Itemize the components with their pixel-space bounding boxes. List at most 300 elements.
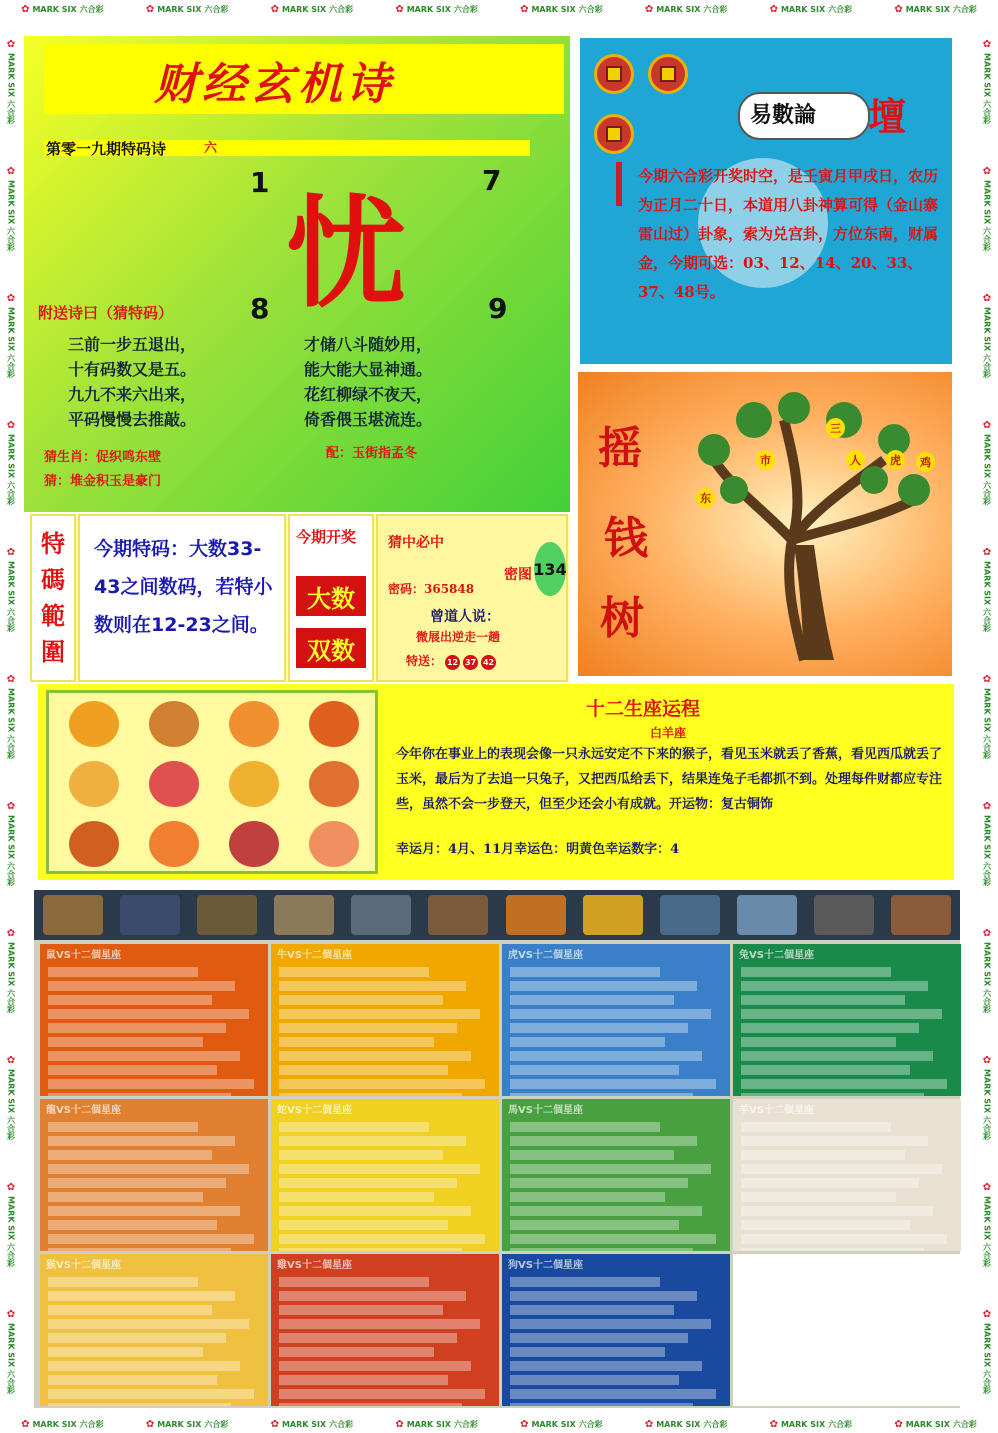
brand-text: MARK SIX: [6, 433, 16, 479]
tree-char: 钱: [604, 513, 648, 564]
border-brand: [982, 39, 993, 124]
number-ball: 37: [463, 655, 478, 670]
must-win-title: 猜中必中: [388, 535, 444, 551]
border-brand: [982, 674, 993, 759]
flower-icon: ✿: [270, 3, 279, 15]
cell-text-line: [741, 1277, 891, 1287]
cell-text-line: [741, 995, 905, 1005]
brand-chinese: 六合彩: [6, 1243, 16, 1268]
cell-text-line: [279, 1051, 471, 1061]
zodiac-sign-icon: [309, 701, 359, 747]
animal-icon: [120, 895, 180, 935]
brand-chinese: 六合彩: [982, 100, 992, 125]
cell-text-line: [48, 1178, 226, 1188]
cell-text-line: [279, 1305, 443, 1315]
tree-coins: [676, 380, 946, 670]
brand-text: MARK SIX: [6, 1195, 16, 1241]
cell-heading: 蛇VS十二個星座: [277, 1105, 352, 1116]
cell-text-line: [279, 995, 443, 1005]
border-brand: [982, 801, 993, 886]
coin-label: 虎: [886, 450, 905, 470]
brand-chinese: 六合彩: [982, 1370, 992, 1395]
cell-text-line: [510, 1403, 693, 1406]
border-brand: [894, 4, 977, 15]
border-brand: [982, 166, 993, 251]
cell-text-line: [279, 1192, 434, 1202]
border-brand: [146, 1419, 229, 1430]
cell-text-line: [48, 1389, 254, 1399]
zodiac-sign-icon: [149, 821, 199, 867]
range-label-char: 碼: [41, 565, 65, 594]
border-brand: [6, 928, 17, 1013]
cell-text-line: [510, 1065, 679, 1075]
cell-text-line: [48, 1009, 249, 1019]
range-label-char: 特: [41, 529, 65, 558]
draw-label: 今期开奖: [296, 528, 357, 546]
poem-line: 能大能大显神通。: [304, 360, 433, 379]
cell-text-line: [510, 995, 674, 1005]
brand-text: MARK SIX: [406, 1419, 451, 1429]
border-brand: [982, 1309, 993, 1394]
cell-text-line: [279, 1220, 448, 1230]
zodiac-sign-icon: [309, 761, 359, 807]
brand-text: MARK SIX: [281, 4, 327, 14]
brand-chinese: 六合彩: [982, 481, 992, 506]
special-range-panel: [30, 514, 570, 682]
cell-text-line: [48, 1319, 249, 1329]
brand-text: MARK SIX: [982, 433, 992, 479]
flower-icon: ✿: [981, 1181, 993, 1193]
cell-text-line: [510, 1037, 665, 1047]
range-label-char: 範: [41, 601, 65, 630]
border-brand: [770, 4, 853, 15]
border-brand: [6, 801, 17, 886]
cell-text-line: [741, 981, 928, 991]
brand-text: MARK SIX: [6, 560, 16, 606]
brand-text: MARK SIX: [982, 52, 992, 98]
brand-chinese: 六合彩: [6, 481, 16, 506]
cell-text-line: [510, 1220, 679, 1230]
brand-chinese: 六合彩: [982, 735, 992, 760]
cell-text-line: [510, 1305, 674, 1315]
flower-icon: ✿: [981, 673, 993, 685]
range-label-char: 圍: [41, 637, 65, 666]
brand-text: MARK SIX: [982, 814, 992, 860]
divination-text: 今期六合彩开奖时空，是壬寅月甲戌日，农历为正月二十日，本道用八卦神算可得（金山寨雷山过）卦象，索为兑宫卦，方位东南，财属金，今期可选：03、12、14、20、33、37、48号。: [638, 167, 939, 301]
zodiac-grid-cell: [502, 1254, 730, 1406]
poem-line: 花红柳绿不夜天，: [304, 385, 433, 404]
flower-icon: ✿: [520, 1418, 529, 1430]
border-brand: [271, 4, 354, 15]
cell-text-line: [48, 1375, 217, 1385]
flower-icon: ✿: [894, 3, 903, 15]
zodiac-sign-icon: [69, 821, 119, 867]
brand-chinese: 六合彩: [6, 227, 16, 252]
cell-heading: 鼠VS十二個星座: [46, 950, 121, 961]
animal-icon: [351, 895, 411, 935]
flower-icon: ✿: [5, 292, 17, 304]
zodiac-grid-cell: [502, 1099, 730, 1251]
border-brand: [982, 420, 993, 505]
issue-label: 第零一九期特码诗: [46, 140, 167, 158]
cell-text-line: [48, 1023, 226, 1033]
brand-text: MARK SIX: [982, 306, 992, 352]
cell-text-line: [48, 1277, 198, 1287]
cell-text-line: [279, 1277, 429, 1287]
flower-icon: ✿: [5, 1181, 17, 1193]
poem-line: 倚香偎玉堪流连。: [304, 410, 433, 429]
border-brand: [6, 547, 17, 632]
cell-text-line: [741, 1164, 942, 1174]
border-brand: [982, 1182, 993, 1267]
cell-text-line: [510, 1079, 716, 1089]
coin-label: 鸡: [916, 452, 935, 472]
cell-text-line: [48, 1122, 198, 1132]
zodiac-sign-icon: [69, 701, 119, 747]
cell-text-line: [279, 1319, 480, 1329]
flower-icon: ✿: [21, 1418, 30, 1430]
cell-text-line: [48, 967, 198, 977]
fortune-subtitle: 白羊座: [650, 726, 687, 740]
cell-text-line: [48, 1248, 231, 1251]
brand-text: MARK SIX: [905, 1419, 950, 1429]
range-main: [78, 514, 286, 682]
flower-icon: ✿: [5, 38, 17, 50]
brand-text: MARK SIX: [982, 560, 992, 606]
bottom-border: [0, 1415, 998, 1433]
cell-text-line: [741, 1093, 924, 1096]
brand-chinese: 六合彩: [952, 4, 977, 14]
border-brand: [982, 293, 993, 378]
border-brand: [982, 928, 993, 1013]
match-text: 配：玉街指孟冬: [326, 446, 418, 461]
zodiac-grid-cell: [502, 944, 730, 1096]
brand-chinese: 六合彩: [982, 862, 992, 887]
animal-icon: [506, 895, 566, 935]
cell-text-line: [741, 1037, 896, 1047]
brand-text: MARK SIX: [6, 814, 16, 860]
cell-heading: 雞VS十二個星座: [277, 1260, 352, 1271]
flower-icon: ✿: [894, 1418, 903, 1430]
animal-icon: [891, 895, 951, 935]
fortune-title: 十二生座运程: [586, 698, 701, 720]
mi-value: 134: [534, 542, 566, 596]
cell-text-line: [741, 1291, 928, 1301]
tan-character: 壇: [868, 94, 907, 139]
border-brand: [6, 293, 17, 378]
guess-zodiac: 猜生肖：促织鸣东壁: [44, 450, 162, 465]
flower-icon: ✿: [5, 165, 17, 177]
brand-text: MARK SIX: [6, 52, 16, 98]
cell-text-line: [741, 1234, 947, 1244]
cell-text-line: [510, 1277, 660, 1287]
cell-text-line: [48, 1291, 235, 1301]
zodiac-grid-cell: [40, 1254, 268, 1406]
brand-chinese: 六合彩: [204, 4, 229, 14]
brand-chinese: 六合彩: [329, 4, 354, 14]
cell-heading: 猴VS十二個星座: [46, 1260, 121, 1271]
cell-text-line: [510, 1150, 674, 1160]
panel-title: 财经玄机诗: [154, 59, 394, 110]
brand-chinese: 六合彩: [982, 227, 992, 252]
brand-text: MARK SIX: [982, 1195, 992, 1241]
draw-value-even: 双数: [296, 628, 366, 668]
brand-chinese: 六合彩: [453, 1419, 478, 1429]
poem-panel: [24, 36, 570, 512]
cell-text-line: [279, 1009, 480, 1019]
brand-text: MARK SIX: [531, 1419, 576, 1429]
brand-chinese: 六合彩: [982, 1116, 992, 1141]
special-label: 特送：: [406, 654, 443, 668]
cell-heading: 羊VS十二個星座: [739, 1105, 814, 1116]
zodiac-grid-cell: [40, 944, 268, 1096]
zodiac-sign-icon: [229, 761, 279, 807]
cell-heading: 豬VS十二個星座: [739, 1260, 814, 1271]
flower-icon: ✿: [981, 546, 993, 558]
animal-icon: [737, 895, 797, 935]
brand-chinese: 六合彩: [982, 354, 992, 379]
zodiac-sign-icon: [69, 761, 119, 807]
cell-text-line: [741, 1319, 942, 1329]
cell-text-line: [741, 1403, 924, 1406]
cell-text-line: [279, 1150, 443, 1160]
zodiac-grid-cell: [40, 1099, 268, 1251]
coin-label: 市: [756, 450, 775, 470]
cell-text-line: [279, 981, 466, 991]
brand-text: MARK SIX: [780, 1419, 826, 1429]
cell-text-line: [510, 1122, 660, 1132]
cell-text-line: [48, 1136, 235, 1146]
border-brand: [6, 39, 17, 124]
cell-text-line: [279, 1291, 466, 1301]
brand-chinese: 六合彩: [6, 1116, 16, 1141]
cell-text-line: [279, 1065, 448, 1075]
right-border: [976, 18, 998, 1415]
poem-line: 才储八斗随妙用，: [304, 335, 433, 354]
border-brand: [271, 1419, 354, 1430]
flower-icon: ✿: [5, 673, 17, 685]
cell-text-line: [279, 1178, 457, 1188]
range-label: [30, 514, 76, 682]
brand-chinese: 六合彩: [453, 4, 478, 14]
flower-icon: ✿: [769, 1418, 778, 1430]
cell-heading: 狗VS十二個星座: [508, 1260, 583, 1271]
zodiac-grid-cell: [271, 944, 499, 1096]
mi-label: 密图: [504, 567, 532, 583]
border-brand: [982, 547, 993, 632]
border-brand: [6, 1182, 17, 1267]
cell-text-line: [48, 1220, 217, 1230]
flower-icon: ✿: [769, 3, 778, 15]
brand-chinese: 六合彩: [6, 1370, 16, 1395]
coin-label: 三: [826, 418, 845, 438]
cell-heading: 虎VS十二個星座: [508, 950, 583, 961]
cell-text-line: [48, 1150, 212, 1160]
brand-chinese: 六合彩: [703, 1419, 728, 1429]
cell-text-line: [510, 1009, 711, 1019]
cell-text-line: [741, 1136, 928, 1146]
cell-text-line: [48, 1093, 231, 1096]
draw-value-big: 大数: [296, 576, 366, 616]
cell-text-line: [279, 1079, 485, 1089]
zodiac-sign-icon: [309, 821, 359, 867]
cell-text-line: [741, 1079, 947, 1089]
brand-text: MARK SIX: [406, 4, 451, 14]
border-brand: [520, 1419, 603, 1430]
brand-chinese: 六合彩: [6, 989, 16, 1014]
left-border: [0, 18, 22, 1415]
zodiac-sign-icon: [229, 821, 279, 867]
brand-chinese: 六合彩: [6, 100, 16, 125]
tree-char: 树: [600, 593, 644, 644]
issue-overlay: 六: [204, 141, 218, 156]
draw-result-box: [288, 514, 374, 682]
cell-text-line: [741, 1333, 919, 1343]
flower-icon: ✿: [644, 3, 654, 15]
cell-text-line: [510, 1347, 665, 1357]
poem-line: 十有码数又是五。: [68, 360, 197, 379]
animal-icon: [660, 895, 720, 935]
flower-icon: ✿: [5, 546, 17, 558]
brand-chinese: 六合彩: [952, 1419, 977, 1429]
brand-chinese: 六合彩: [703, 4, 728, 14]
border-brand: [520, 4, 603, 15]
flower-icon: ✿: [5, 1308, 17, 1320]
flower-icon: ✿: [981, 927, 993, 939]
brand-text: MARK SIX: [780, 4, 826, 14]
brand-chinese: 六合彩: [6, 862, 16, 887]
flower-icon: ✿: [981, 38, 993, 50]
cell-text-line: [48, 1333, 226, 1343]
zodiac-grid-cell: [733, 1099, 961, 1251]
yishu-panel: [580, 38, 952, 364]
zodiac-sign-icon: [149, 761, 199, 807]
cell-text-line: [48, 1305, 212, 1315]
animal-icon: [274, 895, 334, 935]
brand-text: MARK SIX: [982, 1068, 992, 1114]
zodiac-fortune-panel: [38, 684, 954, 880]
cell-text-line: [741, 1192, 896, 1202]
flower-icon: ✿: [145, 1418, 155, 1430]
brand-text: MARK SIX: [905, 4, 950, 14]
animal-icon: [197, 895, 257, 935]
cell-text-line: [48, 1403, 231, 1406]
cell-text-line: [279, 1375, 448, 1385]
special-numbers: [406, 652, 496, 670]
flower-icon: ✿: [5, 927, 17, 939]
border-brand: [645, 1419, 728, 1430]
fortune-lucky: 幸运月：4月、11月幸运色：明黄色幸运数字：4: [396, 842, 680, 857]
number-top-right: 7: [482, 164, 502, 197]
number-ball: 12: [445, 655, 460, 670]
cell-text-line: [279, 1164, 480, 1174]
brand-text: MARK SIX: [6, 1322, 16, 1368]
border-brand: [21, 4, 104, 15]
cell-text-line: [741, 1206, 933, 1216]
saying-text: 微展出逆走一趟: [416, 630, 501, 644]
cell-text-line: [48, 1065, 217, 1075]
flower-icon: ✿: [520, 3, 529, 15]
cell-heading: 馬VS十二個星座: [508, 1105, 583, 1116]
top-border: [0, 0, 998, 18]
animal-icon: [43, 895, 103, 935]
cell-text-line: [279, 1361, 471, 1371]
brand-text: MARK SIX: [157, 4, 202, 14]
zodiac-grid-panel: [34, 890, 960, 1408]
cell-text-line: [741, 1023, 919, 1033]
cell-text-line: [741, 1051, 933, 1061]
flower-icon: ✿: [5, 419, 17, 431]
cell-text-line: [48, 1361, 240, 1371]
cell-text-line: [510, 1361, 702, 1371]
cell-text-line: [510, 1093, 693, 1096]
zodiac-grid-cell: [733, 944, 961, 1096]
cell-text-line: [279, 1403, 462, 1406]
cell-text-line: [741, 1178, 919, 1188]
brand-text: MARK SIX: [6, 941, 16, 987]
cell-text-line: [510, 1178, 688, 1188]
border-brand: [21, 1419, 104, 1430]
border-brand: [146, 4, 229, 15]
cell-heading: 牛VS十二個星座: [277, 950, 352, 961]
flower-icon: ✿: [395, 1418, 404, 1430]
brand-text: MARK SIX: [157, 1419, 202, 1429]
border-brand: [395, 4, 478, 15]
cell-text-line: [741, 1361, 933, 1371]
zodiac-grid-cell: [733, 1254, 961, 1406]
border-brand: [6, 166, 17, 251]
brand-chinese: 六合彩: [79, 4, 104, 14]
border-brand: [6, 674, 17, 759]
flower-icon: ✿: [644, 1418, 654, 1430]
range-text: 今期特码：大数33-43之间数码，若特小数则在12-23之间。: [94, 538, 273, 636]
cell-text-line: [741, 1305, 905, 1315]
cell-text-line: [510, 1192, 665, 1202]
cell-text-line: [48, 981, 235, 991]
cell-text-line: [279, 1347, 434, 1357]
border-brand: [894, 1419, 977, 1430]
flower-icon: ✿: [21, 3, 30, 15]
zodiac-sign-icon: [149, 701, 199, 747]
border-brand: [6, 420, 17, 505]
zodiac-grid-cell: [271, 1099, 499, 1251]
cell-text-line: [741, 1389, 947, 1399]
cell-text-line: [510, 981, 697, 991]
flower-icon: ✿: [5, 800, 17, 812]
cell-text-line: [279, 1023, 457, 1033]
number-bottom-left: 8: [250, 292, 270, 325]
brand-chinese: 六合彩: [578, 4, 603, 14]
big-character: 忧: [286, 183, 406, 324]
cell-text-line: [510, 1375, 679, 1385]
flower-icon: ✿: [145, 3, 155, 15]
cell-text-line: [510, 967, 660, 977]
brand-text: MARK SIX: [982, 941, 992, 987]
cell-text-line: [510, 1206, 702, 1216]
cell-text-line: [741, 1065, 910, 1075]
zodiac-icon-bar: [34, 890, 960, 940]
brand-text: MARK SIX: [32, 4, 77, 14]
border-brand: [982, 1055, 993, 1140]
fortune-text: 今年你在事业上的表现会像一只永远安定不下来的猴子，看见玉米就丢了香蕉，看见西瓜就丢了玉米，最后为了去追一只兔子，又把西瓜给丢下，结果连兔子毛都抓不到。处理每件财都应专注些，虽然不会一步登天，但至少还会小有成就。开运物：复古铜饰: [396, 747, 943, 812]
brand-chinese: 六合彩: [79, 1419, 104, 1429]
cell-text-line: [510, 1023, 688, 1033]
cell-text-line: [279, 1389, 485, 1399]
poem-right: [304, 332, 432, 432]
flower-icon: ✿: [981, 800, 993, 812]
poem-line: 三前一步五退出，: [68, 335, 197, 354]
flower-icon: ✿: [981, 292, 993, 304]
